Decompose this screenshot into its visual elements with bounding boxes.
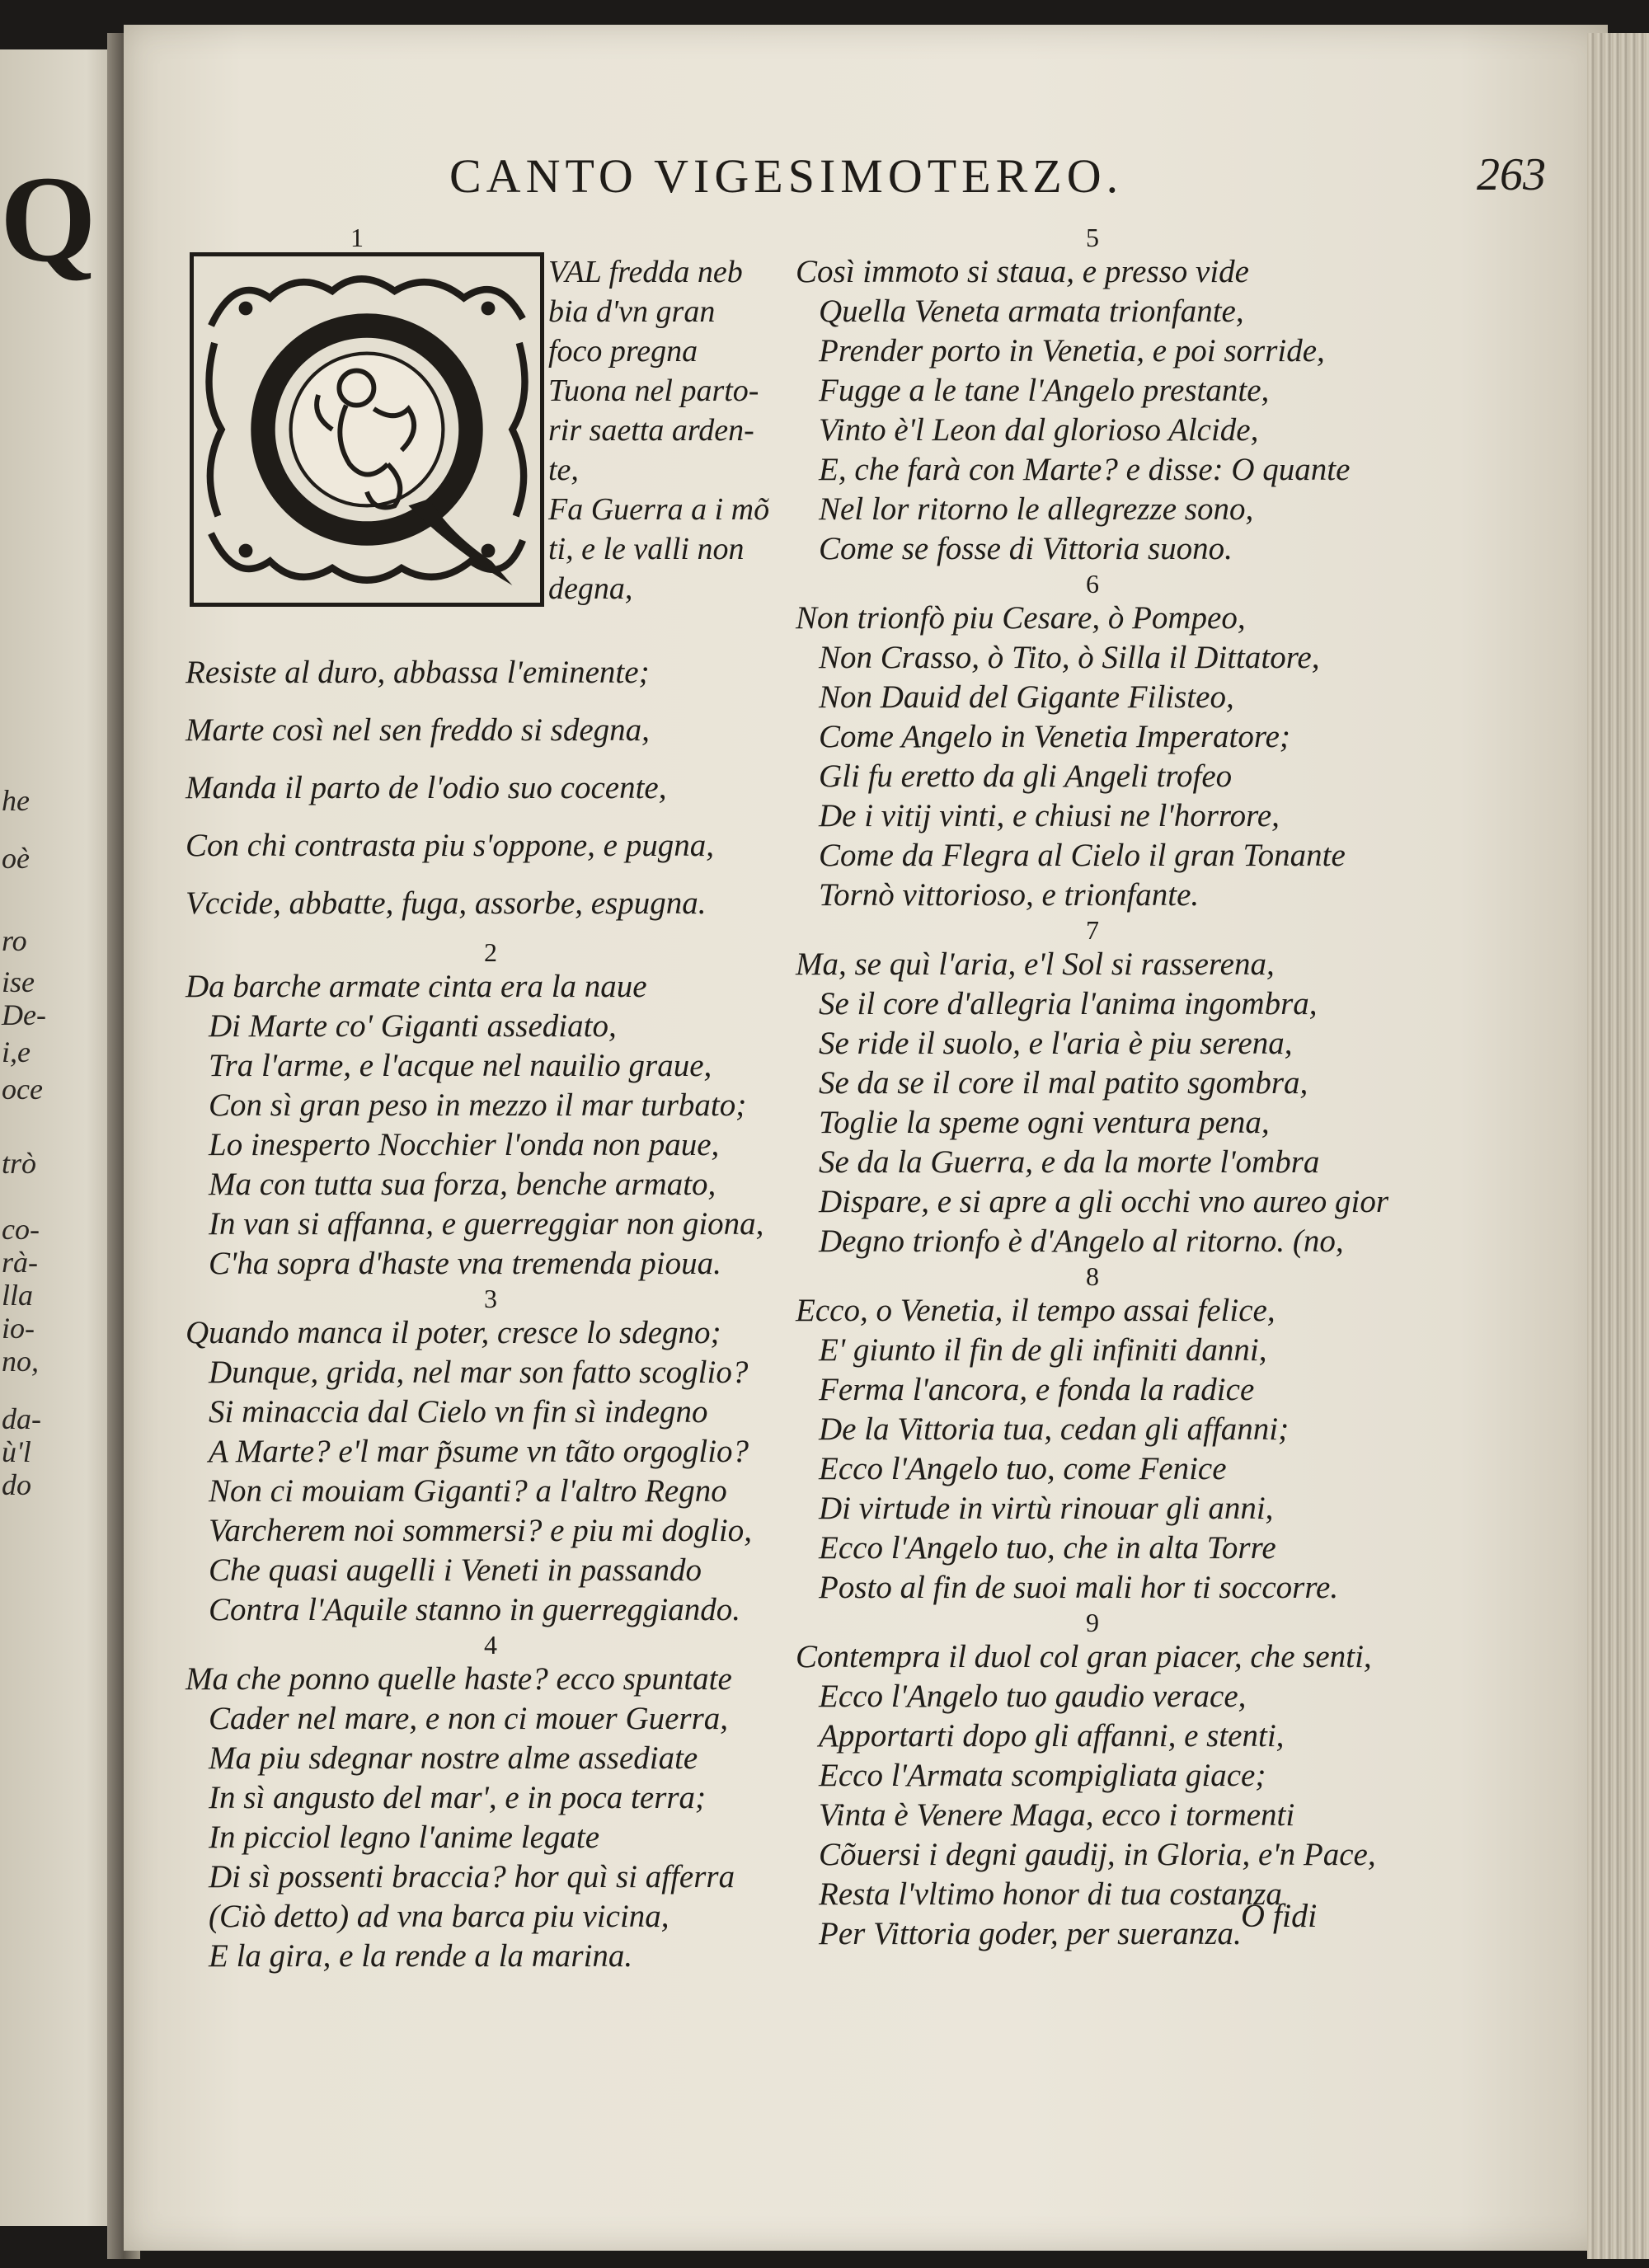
verse-line: Gli fu eretto da gli Angeli trofeo xyxy=(819,758,1233,794)
verse-line: Resiste al duro, abbassa l'eminente; xyxy=(186,655,650,690)
verse-line: Vccide, abbatte, fuga, assorbe, espugna. xyxy=(186,885,707,921)
verse-line: Apportarti dopo gli affanni, e stenti, xyxy=(819,1718,1285,1754)
verse-line: Ecco, o Venetia, il tempo assai felice, xyxy=(796,1293,1276,1328)
verse-line: Se da la Guerra, e da la morte l'ombra xyxy=(819,1144,1320,1180)
verse-line: bia d'vn gran xyxy=(548,294,716,329)
verse-line: Se da se il core il mal patito sgombra, xyxy=(819,1065,1308,1101)
facing-page-text-fragment: i,e xyxy=(2,1035,31,1068)
stanza-6 xyxy=(796,569,1389,915)
verse-line: Se il core d'allegria l'anima ingombra, xyxy=(819,986,1318,1021)
verse-line: Tra l'arme, e l'acque nel nauilio graue, xyxy=(209,1048,712,1083)
facing-page-text-fragment: ù'l xyxy=(2,1435,31,1468)
page-header xyxy=(326,148,1546,223)
facing-page-text-fragment: lla xyxy=(2,1279,34,1312)
verse-line: Ma, se quì l'aria, e'l Sol si rasserena, xyxy=(796,946,1275,982)
verse-line: De i vitij vinti, e chiusi ne l'horrore, xyxy=(819,798,1280,833)
facing-page-text-fragment: ise xyxy=(2,965,35,998)
verse-line: Per Vittoria goder, per sueranza. xyxy=(819,1916,1242,1951)
verse-line: E' giunto il fin de gli infiniti danni, xyxy=(819,1332,1267,1368)
verse-line: Nel lor ritorno le allegrezze sono, xyxy=(819,491,1254,527)
verse-line: Dispare, e si apre a gli occhi vno aureo gior xyxy=(819,1184,1389,1219)
stanza-number: 6 xyxy=(1086,569,1099,599)
verse-line: Da barche armate cinta era la naue xyxy=(186,969,647,1004)
verse-line: Si minaccia dal Cielo vn fin sì indegno xyxy=(209,1394,708,1430)
verse-line: Come da Flegra al Cielo il gran Tonante xyxy=(819,838,1346,873)
verse-line: E la gira, e la rende a la marina. xyxy=(209,1938,633,1974)
verse-line: Tornò vittorioso, e trionfante. xyxy=(819,877,1200,913)
verse-line: Con sì gran peso in mezzo il mar turbato; xyxy=(209,1087,747,1123)
verse-line: In sì angusto del mar', e in poca terra; xyxy=(209,1780,707,1815)
verse-line: Che quasi augelli i Veneti in passando xyxy=(209,1552,702,1588)
verse-line: Varcherem noi sommersi? e piu mi doglio, xyxy=(209,1513,752,1548)
facing-page-text-fragment: do xyxy=(2,1468,31,1501)
verse-line: De la Vittoria tua, cedan gli affanni; xyxy=(819,1411,1290,1447)
stanza-4 xyxy=(186,1630,796,1976)
facing-page-text-fragment: trò xyxy=(2,1147,37,1180)
verse-line: Ma che ponno quelle haste? ecco spuntate xyxy=(186,1661,732,1697)
page-edges xyxy=(1587,33,1649,2259)
verse-line: Non trionfò piu Cesare, ò Pompeo, xyxy=(796,600,1246,636)
verse-line: Non Crasso, ò Tito, ò Silla il Dittatore, xyxy=(819,640,1320,675)
verse-line: degna, xyxy=(548,571,633,606)
decorated-initial-q-woodcut xyxy=(190,252,544,607)
verse-line: rir saetta arden- xyxy=(548,413,754,448)
stanza-number: 5 xyxy=(1086,223,1099,252)
facing-page-text-fragment: ro xyxy=(2,924,27,957)
verse-line: Manda il parto de l'odio suo cocente, xyxy=(186,770,667,805)
verse-line: Ecco l'Armata scompigliata giace; xyxy=(819,1758,1266,1793)
stanza-number: 8 xyxy=(1086,1261,1099,1291)
verse-line: Non Dauid del Gigante Filisteo, xyxy=(819,679,1234,715)
verse-line: Contra l'Aquile stanno in guerreggiando. xyxy=(209,1592,740,1627)
page-number: 263 xyxy=(1477,149,1546,200)
right-column xyxy=(796,223,1389,1954)
verse-line: Dunque, grida, nel mar son fatto scoglio? xyxy=(209,1355,749,1390)
verse-line: Vinto è'l Leon dal glorioso Alcide, xyxy=(819,412,1259,448)
stanza-number: 4 xyxy=(484,1630,497,1660)
left-column xyxy=(186,223,796,1976)
stanza-number: 2 xyxy=(484,937,497,967)
facing-page-text-fragment: rà- xyxy=(2,1246,38,1279)
verse-line: Lo inesperto Nocchier l'onda non paue, xyxy=(209,1127,720,1162)
initial-adjacent-lines xyxy=(548,252,796,608)
facing-page-text-fragment: oce xyxy=(2,1073,43,1106)
verse-line: Così immoto si staua, e presso vide xyxy=(796,254,1249,289)
verse-line: Prender porto in Venetia, e poi sorride, xyxy=(819,333,1325,369)
facing-page-text-fragment: oè xyxy=(2,842,30,875)
facing-page-text-fragment: De- xyxy=(2,998,46,1031)
facing-page-text-fragment: io- xyxy=(2,1312,35,1345)
verse-line: Come se fosse di Vittoria suono. xyxy=(819,531,1233,566)
stanza-2 xyxy=(186,937,796,1284)
catchword: O fidi xyxy=(1241,1897,1318,1934)
verse-line: Come Angelo in Venetia Imperatore; xyxy=(819,719,1290,754)
verse-line: VAL fredda neb xyxy=(548,255,743,289)
stanza-7 xyxy=(796,915,1389,1261)
verse-line: In van si affanna, e guerreggiar non giona, xyxy=(209,1206,764,1242)
facing-page-text-fragment: he xyxy=(2,784,30,817)
verse-line: Di virtude in virtù rinouar gli anni, xyxy=(819,1491,1274,1526)
verse-line: Tuona nel parto- xyxy=(548,373,759,408)
verse-line: Con chi contrasta piu s'oppone, e pugna, xyxy=(186,828,714,863)
verse-line: Quella Veneta armata trionfante, xyxy=(819,293,1244,329)
verse-line: Ecco l'Angelo tuo, che in alta Torre xyxy=(819,1530,1276,1566)
verse-line: te, xyxy=(548,453,579,487)
verse-line: Resta l'vltimo honor di tua costanza xyxy=(819,1876,1282,1912)
verse-line: C'ha sopra d'haste vna tremenda pioua. xyxy=(209,1246,721,1281)
facing-page-fragment xyxy=(0,49,124,2226)
verse-line: Vinta è Venere Maga, ecco i tormenti xyxy=(819,1797,1295,1833)
running-head: CANTO VIGESIMOTERZO. xyxy=(449,149,1124,203)
verse-line: Fa Guerra a i mõ xyxy=(548,492,770,527)
verse-line: Quando manca il poter, cresce lo sdegno; xyxy=(186,1315,721,1350)
verse-line: Posto al fin de suoi mali hor ti soccorre. xyxy=(819,1570,1339,1605)
facing-page-text-fragment: co- xyxy=(2,1213,40,1246)
verse-line: Di Marte co' Giganti assediato, xyxy=(209,1008,617,1044)
stanza-number: 7 xyxy=(1086,915,1099,945)
facing-page-text-fragment: da- xyxy=(2,1402,41,1435)
verse-line: A Marte? e'l mar p̃sume vn tãto orgoglio? xyxy=(209,1434,749,1469)
verse-line: Cader nel mare, e non ci mouer Guerra, xyxy=(209,1701,729,1736)
verse-line: Ecco l'Angelo tuo gaudio verace, xyxy=(819,1679,1247,1714)
facing-page-initial: Q xyxy=(0,151,96,288)
stanza-3 xyxy=(186,1284,796,1630)
verse-line: foco pregna xyxy=(548,334,698,369)
stanza-number: 9 xyxy=(1086,1608,1099,1637)
verse-line: Contempra il duol col gran piacer, che senti, xyxy=(796,1639,1372,1674)
verse-line: Ma con tutta sua forza, benche armato, xyxy=(209,1167,716,1202)
verse-line: Cõuersi i degni gaudij, in Gloria, e'n Pace, xyxy=(819,1837,1376,1872)
verse-line: Degno trionfo è d'Angelo al ritorno. (no, xyxy=(819,1223,1344,1259)
verse-line: Marte così nel sen freddo si sdegna, xyxy=(186,712,650,748)
verse-line: (Ciò detto) ad vna barca piu vicina, xyxy=(209,1899,669,1934)
verse-line: ti, e le valli non xyxy=(548,532,745,566)
verse-line: E, che farà con Marte? e disse: O quante xyxy=(819,452,1351,487)
verse-line: In picciol legno l'anime legate xyxy=(209,1820,600,1855)
verse-line: Fugge a le tane l'Angelo prestante, xyxy=(819,373,1270,408)
stanza-8 xyxy=(796,1261,1389,1608)
verse-line: Ecco l'Angelo tuo, come Fenice xyxy=(819,1451,1227,1486)
verse-line: Ma piu sdegnar nostre alme assediate xyxy=(209,1740,698,1776)
verse-line: Non ci mouiam Giganti? a l'altro Regno xyxy=(209,1473,727,1509)
facing-page-text-fragment: no, xyxy=(2,1345,39,1378)
verse-line: Di sì possenti braccia? hor quì si afferra xyxy=(209,1859,735,1895)
stanza-number: 3 xyxy=(484,1284,497,1313)
stanza-number: 1 xyxy=(350,223,364,252)
verse-line: Se ride il suolo, e l'aria è piu serena, xyxy=(819,1026,1293,1061)
verse-line: Ferma l'ancora, e fonda la radice xyxy=(819,1372,1255,1407)
stanza-1 xyxy=(186,223,796,932)
verse-line: Toglie la speme ogni ventura pena, xyxy=(819,1105,1270,1140)
stanza-5 xyxy=(796,223,1389,569)
